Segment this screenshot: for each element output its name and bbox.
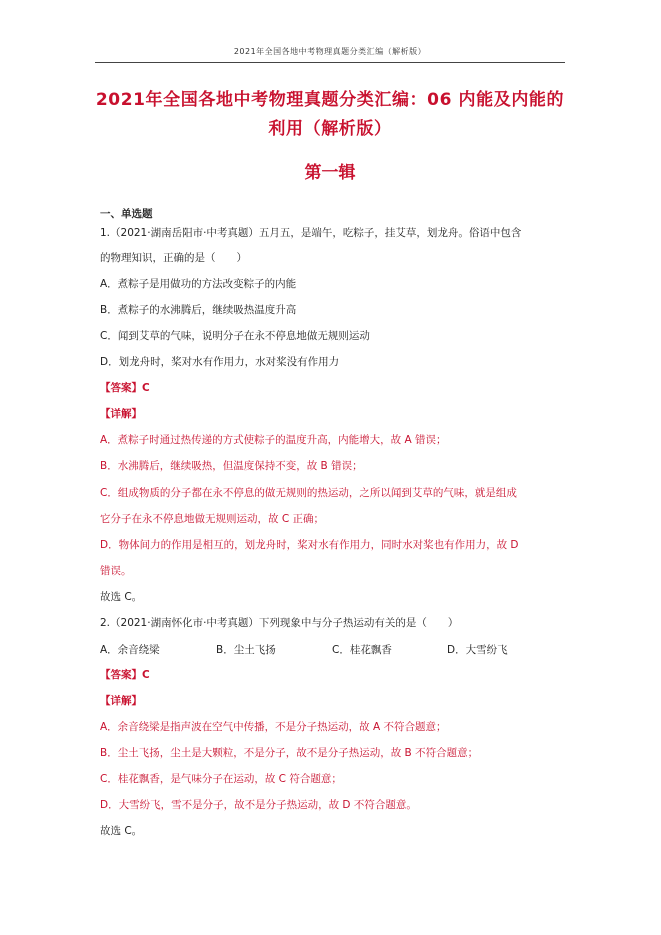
q2-conclusion: 故选 C。: [100, 825, 143, 837]
q1-option-b: B．煮粽子的水沸腾后，继续吸热温度升高: [100, 304, 297, 316]
q2-option-b: B．尘土飞扬: [216, 644, 276, 656]
q2-detail-d: D．大雪纷飞，雪不是分子，故不是分子热运动，故 D 不符合题意。: [100, 799, 417, 811]
section-heading: 一、单选题: [100, 208, 153, 220]
q1-option-a: A．煮粽子是用做功的方法改变粽子的内能: [100, 278, 297, 290]
q1-answer: 【答案】C: [100, 382, 150, 394]
q1-stem-line-2: 的物理知识，正确的是（ ）: [100, 252, 247, 264]
q1-detail-label: 【详解】: [100, 408, 142, 420]
q2-stem: 2.（2021·湖南怀化市·中考真题）下列现象中与分子热运动有关的是（ ）: [100, 617, 459, 629]
title-line-2: 利用（解析版）: [268, 119, 392, 139]
q1-detail-d-line-2: 错误。: [100, 565, 132, 577]
document-title: [80, 86, 580, 144]
title-line-1: 2021年全国各地中考物理真题分类汇编：06 内能及内能的: [95, 90, 565, 110]
q2-option-c: C．桂花飘香: [332, 644, 392, 656]
q1-detail-b: B．水沸腾后，继续吸热，但温度保持不变，故 B 错误；: [100, 460, 363, 472]
header-divider: [95, 62, 565, 63]
q2-detail-c: C．桂花飘香，是气味分子在运动，故 C 符合题意；: [100, 773, 342, 785]
q1-option-c: C．闻到艾草的气味，说明分子在永不停息地做无规则运动: [100, 330, 370, 342]
q2-option-d: D．大雪纷飞: [447, 644, 508, 656]
q1-detail-c-line-2: 它分子在永不停息地做无规则运动，故 C 正确；: [100, 513, 325, 525]
q2-detail-label: 【详解】: [100, 695, 142, 707]
q1-stem-line-1: 1.（2021·湖南岳阳市·中考真题）五月五，是端午，吃粽子，挂艾草，划龙舟。俗语中包含: [100, 227, 522, 239]
running-header: 2021年全国各地中考物理真题分类汇编（解析版）: [233, 47, 427, 56]
q1-option-d: D．划龙舟时，桨对水有作用力，水对桨没有作用力: [100, 356, 340, 368]
q2-detail-b: B．尘土飞扬，尘土是大颗粒，不是分子，故不是分子热运动，故 B 不符合题意；: [100, 747, 479, 759]
q1-conclusion: 故选 C。: [100, 591, 143, 603]
q2-detail-a: A．余音绕梁是指声波在空气中传播，不是分子热运动，故 A 不符合题意；: [100, 721, 447, 733]
document-subtitle: 第一辑: [304, 163, 356, 183]
q2-answer: 【答案】C: [100, 669, 150, 681]
q1-detail-d-line-1: D．物体间力的作用是相互的，划龙舟时，桨对水有作用力，同时水对桨也有作用力，故 D: [100, 539, 519, 551]
q1-detail-a: A．煮粽子时通过热传递的方式使粽子的温度升高，内能增大，故 A 错误；: [100, 434, 447, 446]
q1-detail-c-line-1: C．组成物质的分子都在永不停息的做无规则的热运动，之所以闻到艾草的气味，就是组成: [100, 487, 517, 499]
q2-option-a: A．余音绕梁: [100, 644, 160, 656]
